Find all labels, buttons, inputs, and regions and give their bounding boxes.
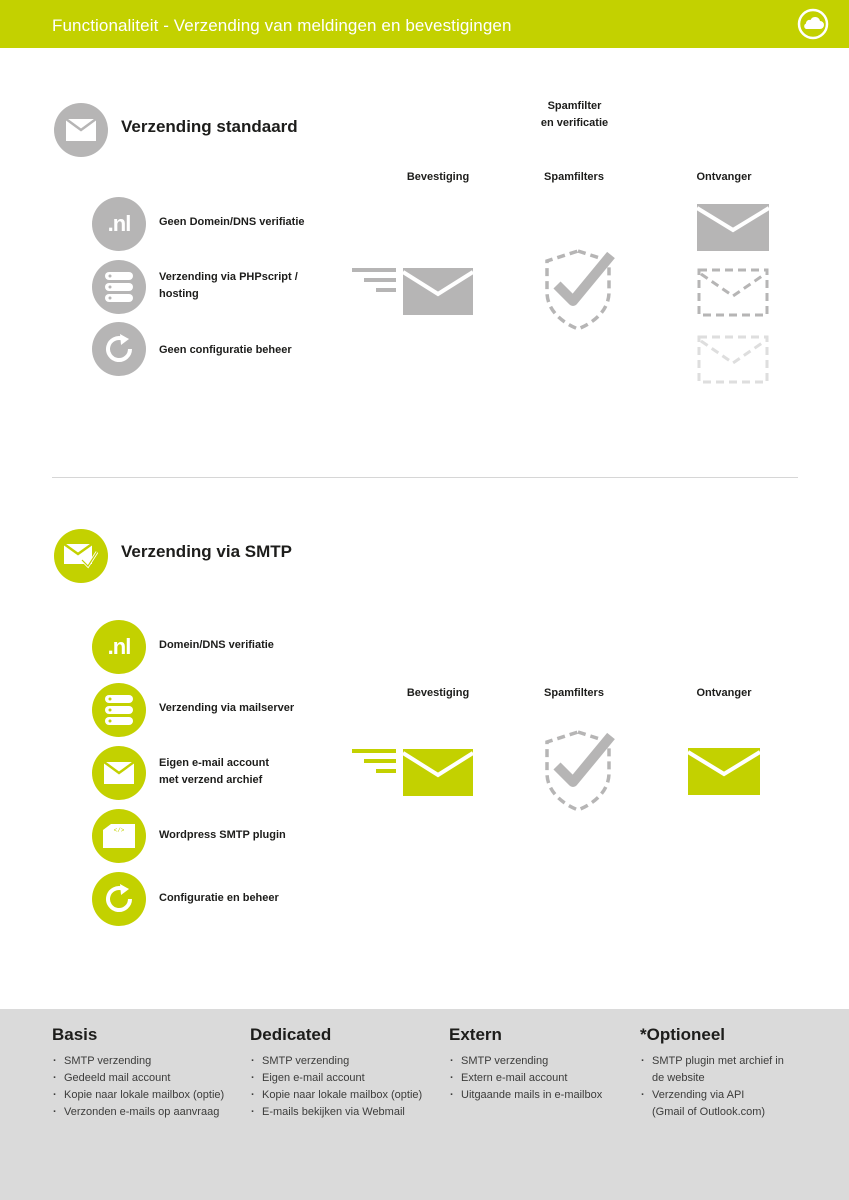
footer-column-title: Basis (52, 1025, 98, 1044)
feature-label: Domein/DNS verifiatie (159, 639, 274, 651)
nl-domain-icon: .nl (92, 620, 146, 674)
section-divider (52, 477, 798, 478)
send-envelope-icon (352, 266, 474, 316)
list-item: · SMTP verzending (449, 1053, 629, 1070)
list-item: · SMTP plugin met archief in de website (640, 1053, 820, 1087)
feature-label: Verzending via mailserver (159, 702, 295, 714)
footer-column-title: *Optioneel (640, 1025, 726, 1044)
nl-domain-icon: .nl (92, 197, 146, 251)
list-item: · Kopie naar lokale mailbox (optie) (250, 1087, 440, 1104)
feature-label: Geen configuratie beheer (159, 344, 292, 356)
shield-check-icon (543, 247, 619, 333)
feature-label: Configuratie en beheer (159, 892, 279, 904)
section2-title: Verzending via SMTP (121, 542, 292, 561)
footer-column-dedicated (250, 1025, 440, 1121)
refresh-icon (92, 322, 146, 376)
list-item: · Kopie naar lokale mailbox (optie) (52, 1087, 242, 1104)
list-item: · Eigen e-mail account (250, 1070, 440, 1087)
footer-column-basis (52, 1025, 242, 1121)
received-envelope-icon (697, 204, 769, 252)
column-ontvanger: Ontvanger (696, 171, 752, 183)
list-item: · Gedeeld mail account (52, 1070, 242, 1087)
column-bevestiging: Bevestiging (406, 171, 470, 183)
cloud-icon (797, 8, 829, 40)
column-spamfilters: Spamfilters (544, 687, 604, 699)
page-title: Functionaliteit - Verzending van meldingen en bevestigingen (52, 16, 512, 35)
spam-envelope-icon (697, 268, 769, 318)
server-icon (92, 260, 146, 314)
feature-label: Verzending via PHPscript / hosting (159, 271, 298, 300)
svg-text:</>: </> (113, 827, 125, 834)
footer-column-title: Dedicated (250, 1025, 332, 1044)
spamfilter-verificatie-label: Spamfilter en verificatie (540, 100, 609, 129)
list-item: · E-mails bekijken via Webmail (250, 1104, 440, 1121)
received-envelope-icon (688, 748, 760, 796)
list-item: · Uitgaande mails in e-mailbox (449, 1087, 629, 1104)
column-bevestiging: Bevestiging (406, 687, 470, 699)
lost-envelope-icon (697, 335, 769, 385)
list-item: · Extern e-mail account (449, 1070, 629, 1087)
section1-title: Verzending standaard (121, 117, 298, 136)
feature-label: Geen Domein/DNS verifiatie (159, 216, 305, 228)
feature-label: Wordpress SMTP plugin (159, 829, 286, 841)
refresh-icon (92, 872, 146, 926)
footer-column-title: Extern (449, 1025, 502, 1044)
footer-column-optioneel (640, 1025, 820, 1121)
footer-column-extern (449, 1025, 629, 1104)
list-item: · SMTP verzending (250, 1053, 440, 1070)
envelope-icon (92, 746, 146, 800)
send-envelope-icon (352, 747, 474, 797)
shield-check-icon (543, 728, 619, 814)
plugin-icon (92, 809, 146, 863)
list-item: · SMTP verzending (52, 1053, 242, 1070)
server-icon (92, 683, 146, 737)
feature-label: Eigen e-mail account met verzend archief (159, 757, 270, 786)
envelope-check-icon (54, 529, 108, 583)
list-item: · Verzonden e-mails op aanvraag (52, 1104, 242, 1121)
list-item: · Verzending via API (Gmail of Outlook.com) (640, 1087, 820, 1121)
section1-envelope-icon (54, 103, 108, 157)
column-spamfilters: Spamfilters (544, 171, 604, 183)
column-ontvanger: Ontvanger (696, 687, 752, 699)
